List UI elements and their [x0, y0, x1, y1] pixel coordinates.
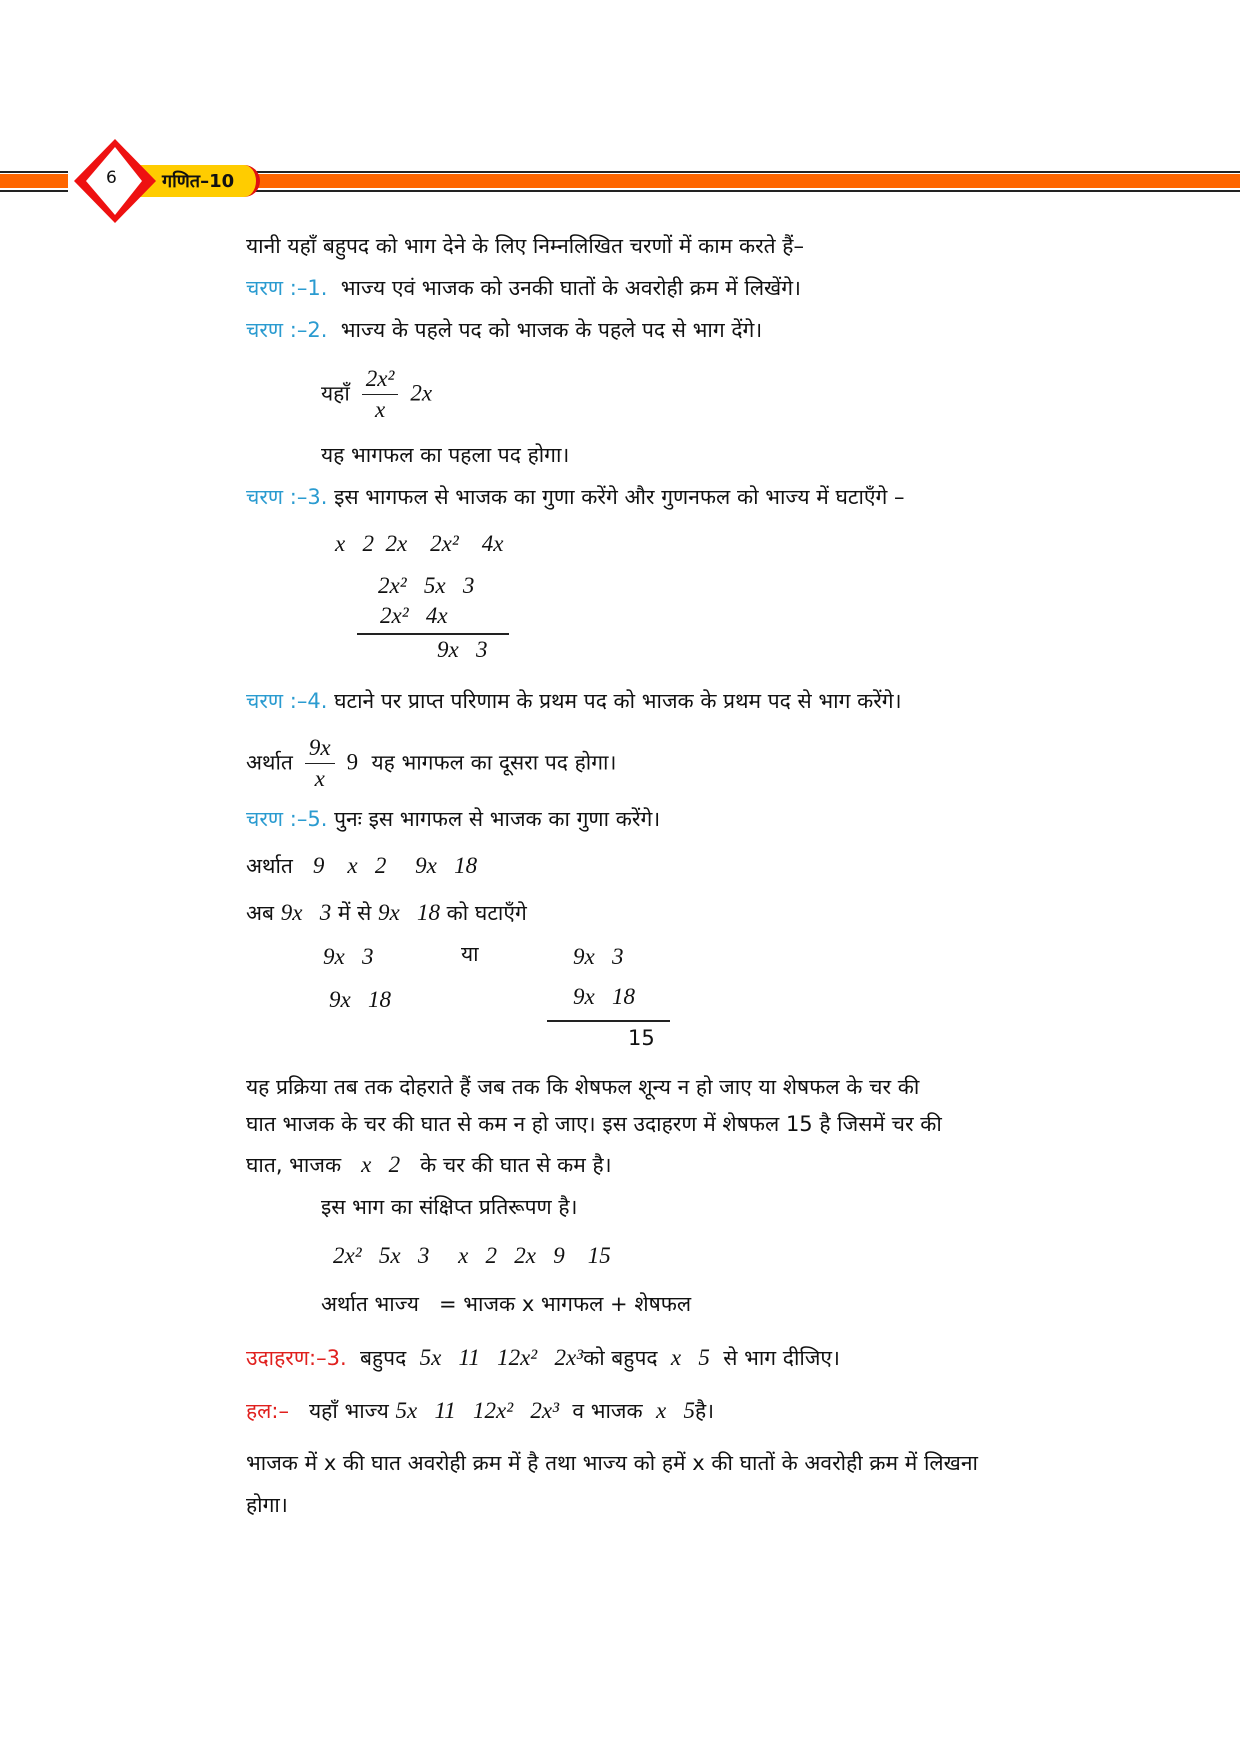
- step-label: चरण :–5.: [246, 807, 328, 831]
- step-4: [246, 687, 902, 715]
- step-label: चरण :–1.: [246, 276, 328, 300]
- expression: 9 x 2 9x 18: [312, 853, 478, 878]
- page-number: 6: [106, 168, 117, 188]
- paragraph-line-1: यह प्रक्रिया तब तक दोहराते हैं जब तक कि शेषफल शून्य न हो जाए या शेषफल के चर की: [246, 1075, 920, 1099]
- last-line-2: होगा।: [246, 1493, 288, 1517]
- text: घात, भाजक: [246, 1153, 342, 1177]
- right-row-2: 9x 18: [573, 984, 635, 1009]
- text: यहाँ भाज्य: [309, 1399, 389, 1423]
- step-text: भाज्य एवं भाजक को उनकी घातों के अवरोही क्रम में लिखेंगे।: [340, 276, 802, 300]
- text: बहुपद: [360, 1346, 407, 1370]
- arthat-label: अर्थात: [246, 750, 293, 775]
- book-title: गणित–10: [162, 171, 235, 192]
- solution: [246, 1397, 714, 1425]
- solution-label: हल:–: [246, 1399, 289, 1423]
- here-label: यहाँ: [321, 381, 350, 406]
- result: 9: [346, 749, 359, 775]
- fraction-line-2: [246, 733, 616, 794]
- label: अब: [246, 901, 275, 925]
- or-text: या: [461, 942, 479, 966]
- left-row-1: 9x 3: [323, 944, 374, 969]
- step-label: चरण :–3.: [246, 485, 328, 509]
- text: के चर की घात से कम है।: [420, 1153, 612, 1177]
- step-text: भाज्य के पहले पद को भाजक के पहले पद से भाग देंगे।: [340, 318, 763, 342]
- step-label: चरण :–2.: [246, 318, 328, 342]
- left-row-2: 9x 18: [329, 987, 391, 1012]
- first-term-text: यह भागफल का पहला पद होगा।: [321, 443, 570, 467]
- text: व भाजक: [572, 1399, 643, 1423]
- title-badge: [140, 165, 260, 197]
- expr: x 2: [361, 1152, 401, 1177]
- multiplication-1: x 2 2x 2x² 4x: [335, 531, 504, 556]
- expr: 5x 11 12x² 2x³: [419, 1345, 584, 1370]
- last-line-1: भाजक में x की घात अवरोही क्रम में है तथा भाज्य को हमें x की घातों के अवरोही क्रम में लिखना: [246, 1451, 978, 1475]
- denominator: x: [374, 397, 386, 422]
- subtraction-line: [547, 1020, 670, 1022]
- intro: यानी यहाँ बहुपद को भाग देने के लिए निम्नलिखित चरणों में काम करते हैं–: [246, 234, 804, 258]
- multiplication-2: [246, 852, 477, 880]
- step-text: पुनः इस भागफल से भाजक का गुणा करेंगे।: [334, 807, 661, 831]
- expr: 5x 11 12x² 2x³: [395, 1398, 559, 1423]
- paragraph-line-3: [246, 1151, 612, 1179]
- example-label: उदाहरण:–3.: [246, 1346, 347, 1370]
- result: 2x: [410, 380, 433, 406]
- short-form-text: इस भाग का संक्षिप्त प्रतिरूपण है।: [321, 1195, 578, 1219]
- fraction: [362, 364, 399, 425]
- expr-a: 9x 3: [280, 900, 332, 925]
- step-5: [246, 805, 660, 833]
- fraction-line-1: [321, 364, 432, 425]
- subtract-instruction: [246, 899, 527, 927]
- step-2: [246, 316, 762, 344]
- remainder: 15: [628, 1026, 655, 1050]
- subtraction-row-1: 2x² 5x 3: [378, 573, 475, 598]
- subtraction-row-2: 2x² 4x: [380, 603, 448, 628]
- label: अर्थात: [246, 854, 293, 878]
- fraction: [305, 733, 335, 794]
- step-text: घटाने पर प्राप्त परिणाम के प्रथम पद को भाजक के प्रथम पद से भाग करेंगे।: [334, 689, 902, 713]
- paragraph-line-2: घात भाजक के चर की घात से कम न हो जाए। इस उदाहरण में शेषफल 15 है जिसमें चर की: [246, 1112, 942, 1136]
- identity: अर्थात भाज्य = भाजक x भागफल + शेषफल: [321, 1292, 692, 1316]
- numerator: 2x²: [362, 364, 399, 395]
- step-1: [246, 274, 801, 302]
- text: से भाग दीजिए।: [723, 1346, 840, 1370]
- text: को घटाएँगे: [446, 901, 527, 925]
- right-row-1: 9x 3: [573, 944, 624, 969]
- step-label: चरण :–4.: [246, 689, 328, 713]
- text: को बहुपद: [583, 1346, 658, 1370]
- step-3: [246, 483, 905, 511]
- text: है।: [694, 1399, 715, 1423]
- expr: x 5: [670, 1345, 710, 1370]
- example-3: [246, 1344, 840, 1372]
- expr-b: 9x 18: [378, 900, 440, 925]
- numerator: 9x: [305, 733, 335, 764]
- subtraction-line: [357, 633, 509, 635]
- short-form-equation: 2x² 5x 3 x 2 2x 9 15: [333, 1243, 611, 1268]
- second-term-text: यह भागफल का दूसरा पद होगा।: [371, 750, 617, 775]
- step-text: इस भागफल से भाजक का गुणा करेंगे और गुणनफल को भाज्य में घटाएँगे –: [334, 485, 905, 509]
- subtraction-result: 9x 3: [437, 637, 488, 662]
- text: में से: [337, 901, 372, 925]
- denominator: x: [314, 766, 325, 791]
- expr: x 5: [655, 1398, 695, 1423]
